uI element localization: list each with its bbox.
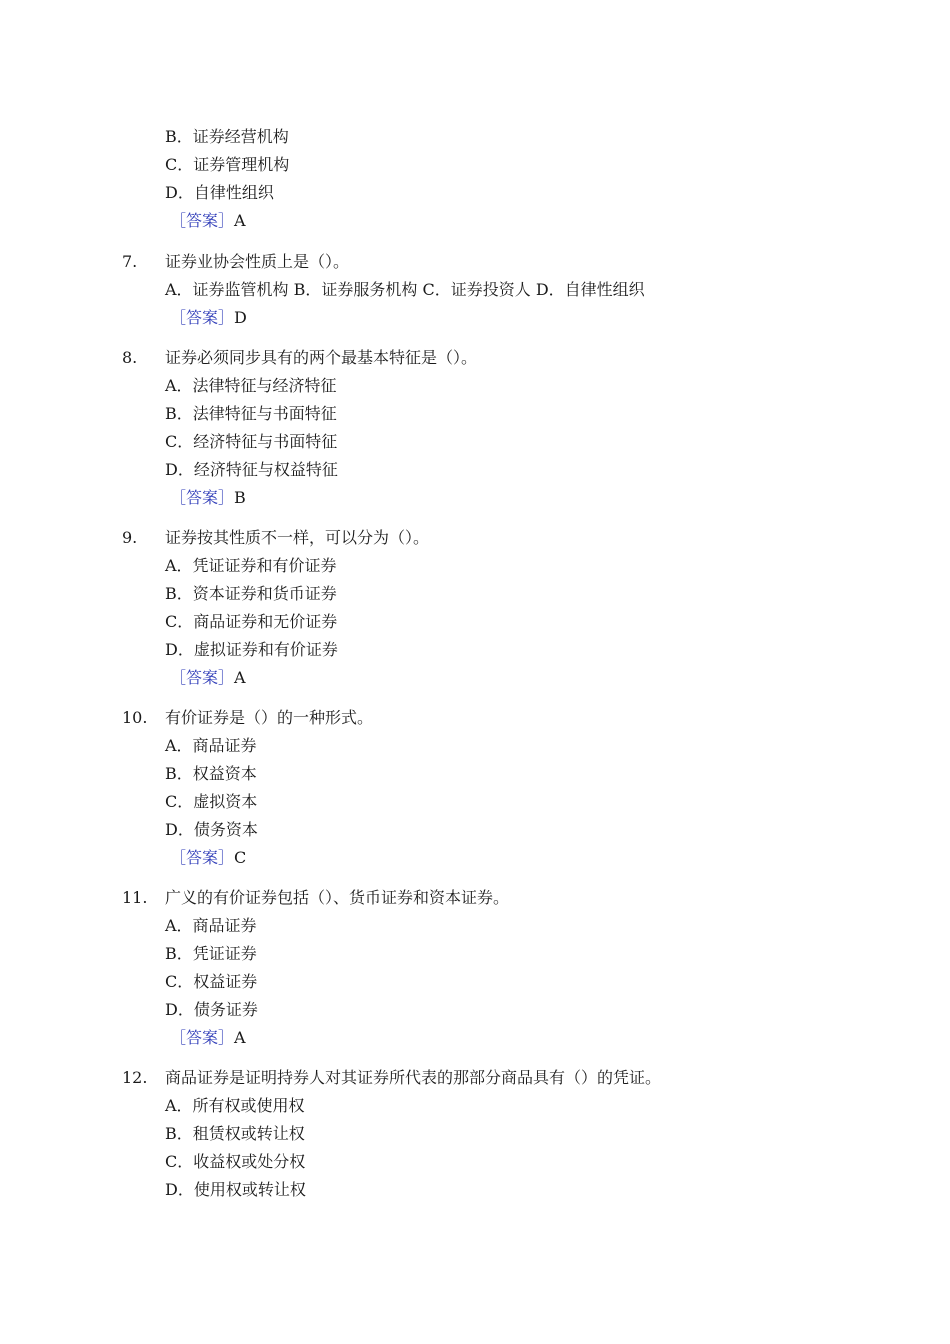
option-b: B．资本证券和货币证券 (165, 584, 337, 603)
option-d: D．使用权或转让权 (165, 1180, 306, 1199)
option-b: B．权益资本 (165, 764, 257, 783)
question-stem: 商品证券是证明持券人对其证券所代表的那部分商品具有（）的凭证。 (165, 1068, 662, 1087)
answer-label: ［答案］ (170, 308, 235, 327)
answer (170, 848, 246, 868)
answer-label: ［答案］ (170, 1028, 235, 1047)
answer-value: C (234, 848, 247, 867)
answer (170, 488, 246, 508)
option-b: B．凭证证券 (165, 944, 257, 963)
question-number: 7. (122, 252, 138, 271)
question-stem: 证券必须同步具有的两个最基本特征是（）。 (165, 348, 478, 367)
option-a: A．所有权或使用权 (165, 1096, 305, 1115)
answer-label: ［答案］ (170, 488, 235, 507)
question-stem: 证券按其性质不一样，可以分为（）。 (165, 528, 430, 547)
option-d: D．虚拟证券和有价证券 (165, 640, 338, 659)
answer (170, 668, 246, 688)
option-a: A．商品证券 (165, 736, 257, 755)
question-number: 9. (122, 528, 138, 547)
option-d: D．债务资本 (165, 820, 258, 839)
question-number: 10. (122, 708, 148, 727)
question-number: 12. (122, 1068, 148, 1087)
option-d: D．经济特征与权益特征 (165, 460, 338, 479)
option-c: C．商品证券和无价证券 (165, 612, 338, 631)
option-b: B．租赁权或转让权 (165, 1124, 305, 1143)
option-d: D．自律性组织 (165, 183, 274, 202)
option-d: D．债务证券 (165, 1000, 258, 1019)
answer-value: A (234, 1028, 246, 1047)
option-c: C．虚拟资本 (165, 792, 258, 811)
option-c: C．收益权或处分权 (165, 1152, 306, 1171)
answer (170, 308, 247, 328)
question-stem: 证券业协会性质上是（）。 (165, 252, 350, 271)
option-a: A．法律特征与经济特征 (165, 376, 337, 395)
answer-label: ［答案］ (170, 848, 235, 867)
question-number: 8. (122, 348, 138, 367)
question-stem: 广义的有价证券包括（）、货币证券和资本证券。 (165, 888, 510, 907)
option-c: C．经济特征与书面特征 (165, 432, 338, 451)
answer-label: ［答案］ (170, 668, 235, 687)
option-b: B．证券经营机构 (165, 127, 289, 146)
answer-value: A (234, 211, 246, 230)
option-c: C．证券管理机构 (165, 155, 290, 174)
answer (170, 1028, 246, 1048)
answer-label: ［答案］ (170, 211, 235, 230)
option-c: C．权益证券 (165, 972, 258, 991)
options-inline: A．证券监管机构 B．证券服务机构 C．证券投资人 D．自律性组织 (165, 280, 645, 299)
option-a: A．凭证证券和有价证券 (165, 556, 337, 575)
answer-value: D (234, 308, 247, 327)
option-a: A．商品证券 (165, 916, 257, 935)
question-number: 11. (122, 888, 148, 907)
answer (170, 211, 246, 231)
answer-value: B (234, 488, 246, 507)
option-b: B．法律特征与书面特征 (165, 404, 337, 423)
question-stem: 有价证券是（）的一种形式。 (165, 708, 374, 727)
answer-value: A (234, 668, 246, 687)
